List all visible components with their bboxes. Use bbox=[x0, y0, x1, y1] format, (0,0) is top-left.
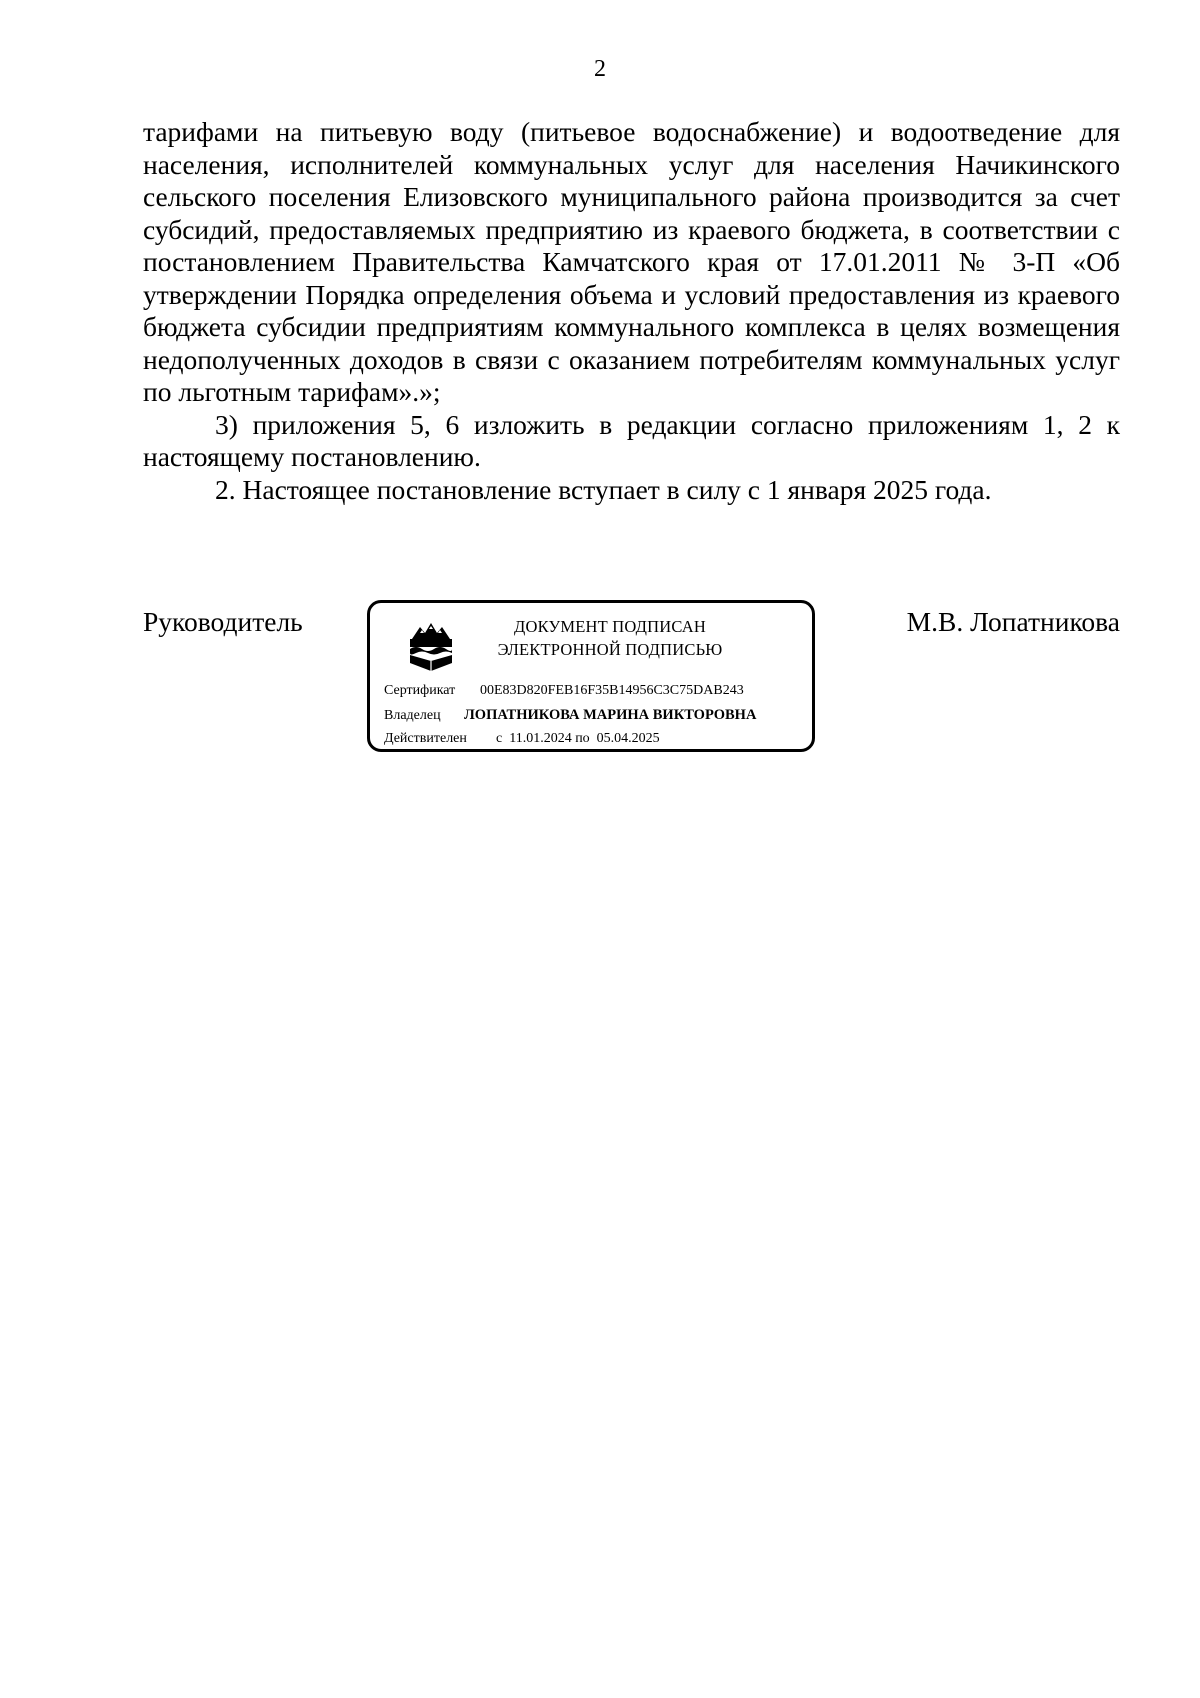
stamp-certificate-row bbox=[384, 683, 744, 699]
stamp-header-line-2: ЭЛЕКТРОННОЙ ПОДПИСЬЮ bbox=[497, 640, 723, 659]
paragraph-effective-date: 2. Настоящее постановление вступает в силу с 1 января 2025 года. bbox=[215, 473, 992, 505]
owner-label: Владелец bbox=[384, 708, 441, 723]
certificate-value: 00E83D820FEB16F35B14956C3C75DAB243 bbox=[480, 683, 744, 698]
stamp-header-line-1: ДОКУМЕНТ ПОДПИСАН bbox=[514, 617, 706, 636]
valid-label: Действителен bbox=[384, 731, 467, 746]
owner-value: ЛОПАТНИКОВА МАРИНА ВИКТОРОВНА bbox=[464, 707, 757, 723]
signer-position: Руководитель bbox=[143, 606, 303, 637]
document-body bbox=[143, 116, 1120, 506]
page-number: 2 bbox=[594, 56, 606, 82]
stamp-validity-row bbox=[384, 731, 660, 747]
valid-value: с 11.01.2024 по 05.04.2025 bbox=[496, 731, 660, 746]
paragraph-appendices: 3) приложения 5, 6 изложить в редакции согласно приложениям 1, 2 к настоящему постановлению. bbox=[143, 408, 1120, 472]
stamp-owner-row bbox=[384, 707, 756, 724]
paragraph-tariffs: тарифами на питьевую воду (питьевое водоснабжение) и водоотведение для населения, исполнителей коммунальных услуг для населения Начикинского сельского поселения Елизовского муниципального района производится за счет субсидий, предоставляемых предприятию из краевого бюджета, в соответствии с постановлением Правительства Камчатского края от 17.01.2011 № 3-П «Об утверждении Порядка определения объема и условий предоставления из краевого бюджета субсидии предприятиям коммунального комплекса в целях возмещения недополученных доходов в связи с оказанием потребителям коммунальных услуг по льготным тарифам».»; bbox=[143, 116, 1120, 407]
stamp-header bbox=[460, 615, 760, 661]
signature-block bbox=[143, 600, 1120, 760]
electronic-signature-stamp bbox=[367, 600, 815, 752]
certificate-label: Сертификат bbox=[384, 683, 456, 698]
signer-name: М.В. Лопатникова bbox=[906, 606, 1120, 637]
kamchatka-coat-of-arms-icon bbox=[406, 617, 456, 673]
